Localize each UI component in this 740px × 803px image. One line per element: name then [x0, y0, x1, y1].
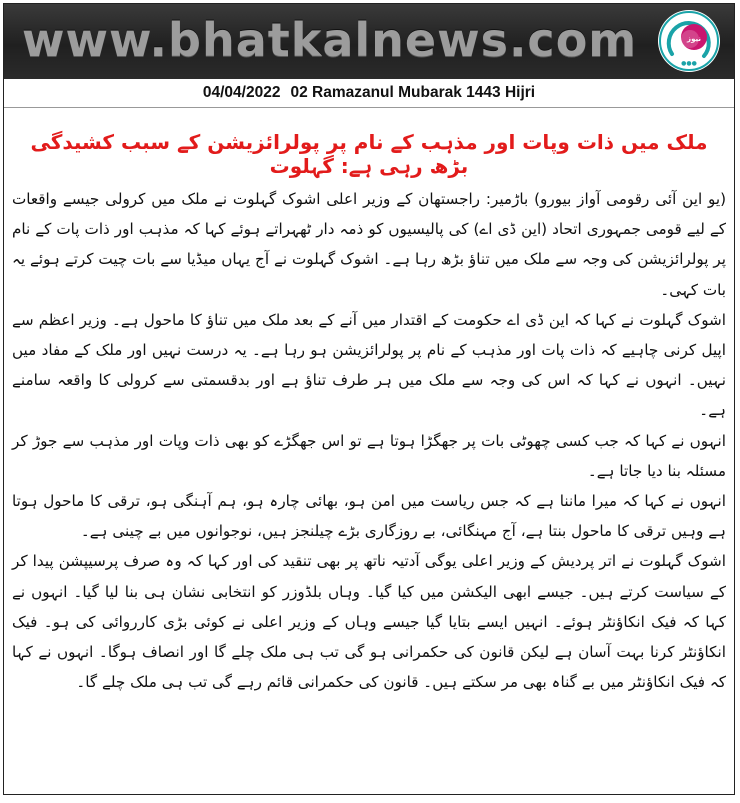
svg-text:●●●: ●●●: [681, 60, 697, 67]
news-clipping: [3, 3, 735, 795]
site-banner: [4, 4, 734, 79]
gregorian-date: 04/04/2022: [202, 84, 281, 101]
article-paragraph: اشوک گہلوت نے اتر پردیش کے وزیر اعلی یوگی آدتیہ ناتھ پر بھی تنقید کی اور کہا کہ وہ صرف پرسیپشن پیدا کر کے سیاست کرتے ہیں۔ جیسے ابھی الیکشن میں کیا گیا۔ وہاں بلڈوزر کو انتخابی نشان ہی بنا لیا گیا۔ انہوں نے کہا کہ فیک انکاؤنٹر ہوئے۔ انہیں ایسے بتایا گیا جیسے وہاں کے وزیر اعلی نے کوئی بڑی کارروائی کی ہو۔ فیک انکاؤنٹر کرنا بہت آسان ہے لیکن قانون کی حکمرانی ہو گی تب ہی ملک چلے گا اور انصاف ہوگا۔ انہوں نے کہا کہ فیک انکاؤنٹر میں بے گناہ بھی مر سکتے ہیں۔ قانون کی حکمرانی قائم رہے گی تب ہی ملک چلے گا۔: [12, 552, 726, 692]
site-logo[interactable]: [658, 10, 720, 72]
date-bar: [4, 79, 734, 108]
article-body: [4, 184, 734, 697]
article-paragraph: (یو این آئی رقومی آواز بیورو) باڑمیر: راجستھان کے وزیر اعلی اشوک گہلوت نے ملک میں کرولی جیسے واقعات کے لیے قومی جمہوری اتحاد (این ڈی اے) کی پالیسیوں کو ذمہ دار ٹھہراتے ہوئے کہا کہ مذہب اور ذات پات کے نام پر پولرائزیشن کی وجہ سے ملک میں تناؤ بڑھ رہا ہے۔ اشوک گہلوت نے آج یہاں میڈیا سے بات چیت کرتے ہوئے یہ بات کہی۔: [12, 190, 726, 299]
article-headline: ملک میں ذات وپات اور مذہب کے نام پر پولرائزیشن کے سبب کشیدگی بڑھ رہی ہے: گہلوت: [30, 130, 708, 178]
article-paragraph: انہوں نے کہا کہ میرا ماننا ہے کہ جس ریاست میں امن ہو، بھائی چارہ ہو، ہم آہنگی ہو، ترقی کا ماحول ہوتا ہے وہیں ترقی کا ماحول بنتا ہے، آج مہنگائی، بے روزگاری بڑے چیلنجز ہیں، نوجوانوں میں بے چینی ہے۔: [12, 492, 726, 541]
site-name[interactable]: www.bhatkalnews.com: [22, 13, 638, 67]
svg-text:نیوز: نیوز: [687, 35, 701, 43]
article-paragraph: اشوک گہلوت نے کہا کہ این ڈی اے حکومت کے اقتدار میں آنے کے بعد ملک میں تناؤ کا ماحول ہے۔ وزیر اعظم سے اپیل کرنی چاہیے کہ ذات پات اور مذہب کے نام پر پولرائزیشن ہو رہا ہے۔ یہ درست نہیں اور ملک کے مفاد میں نہیں۔ انہوں نے کہا کہ اس کی وجہ سے ملک میں ہر طرف تناؤ ہے اور بدقسمتی سے کرولی کا واقعہ سامنے ہے۔: [12, 310, 726, 420]
logo-emblem-icon: [658, 10, 720, 72]
hijri-date: 02 Ramazanul Mubarak 1443 Hijri: [290, 84, 536, 101]
article-paragraph: انہوں نے کہا کہ جب کسی چھوٹی بات پر جھگڑا ہوتا ہے تو اس جھگڑے کو بھی ذات وپات اور مذہب سے جوڑ کر مسئلہ بنا دیا جاتا ہے۔: [12, 431, 726, 480]
